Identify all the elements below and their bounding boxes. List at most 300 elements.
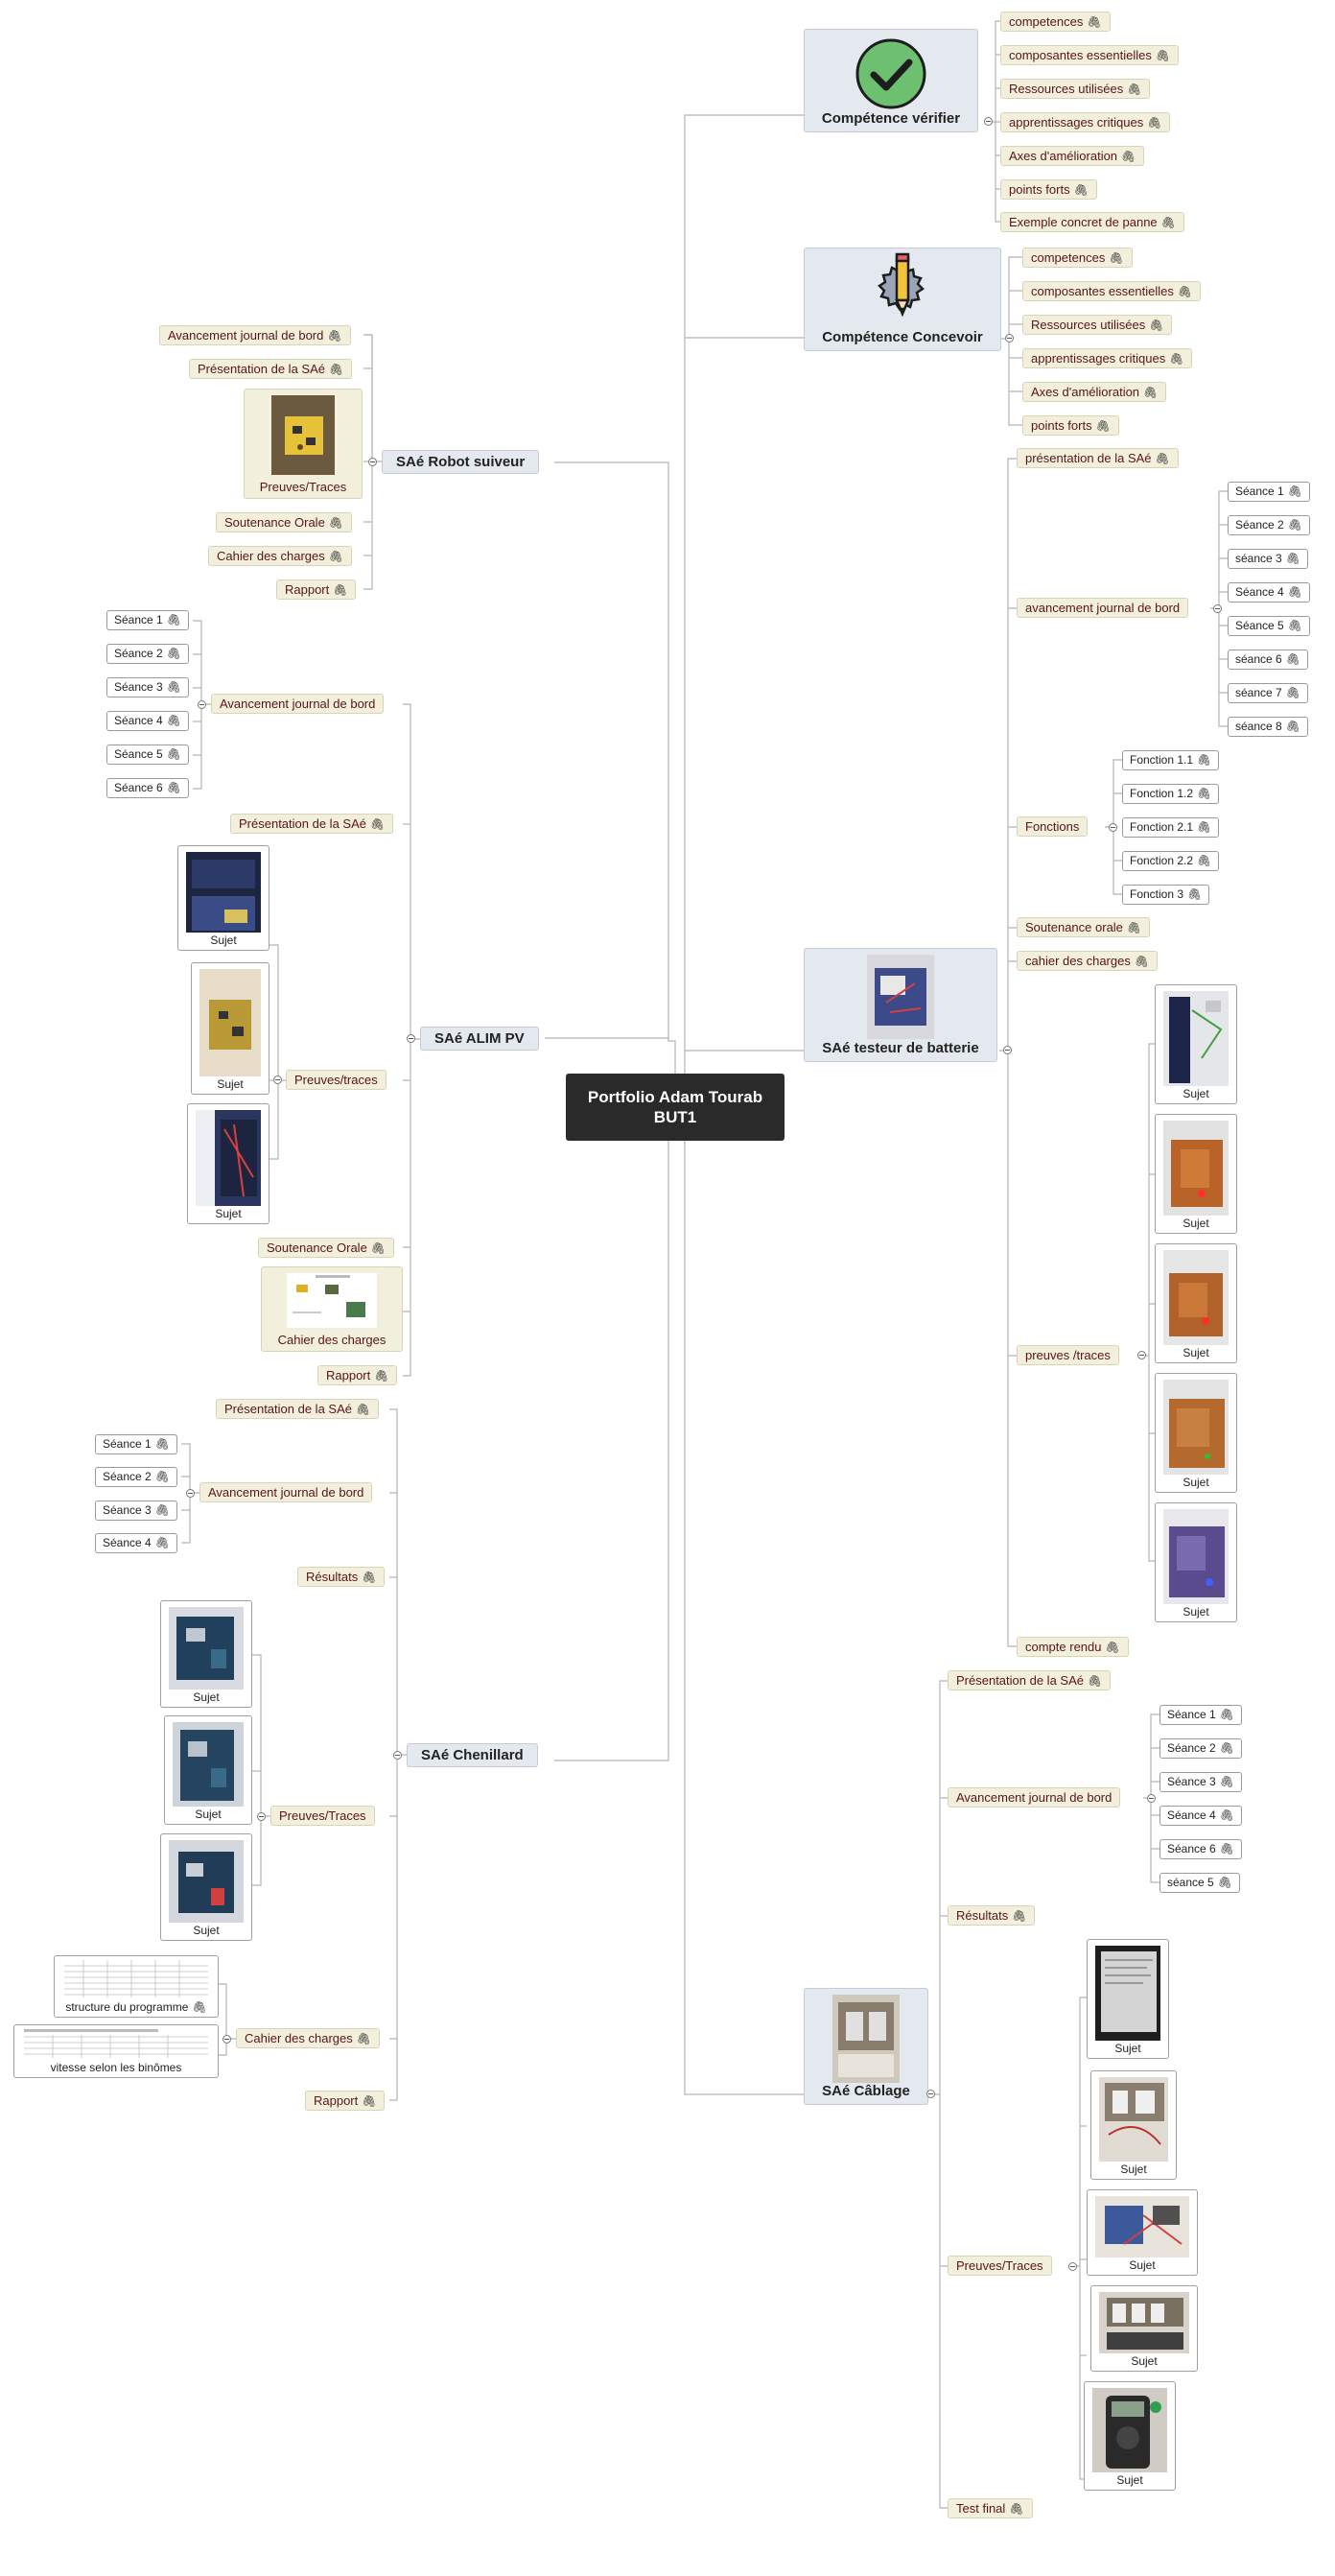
topic-label: Soutenance orale <box>1025 920 1123 934</box>
topic-soutenance[interactable] <box>258 1238 394 1258</box>
topic-label: points forts <box>1009 182 1070 197</box>
attachment-icon[interactable]: 🖇 <box>154 1437 170 1451</box>
check-circle-icon <box>855 37 927 110</box>
item-label-text: structure du programme <box>65 2000 189 2014</box>
structure-programme-item[interactable] <box>54 1955 219 2018</box>
collapse-toggle[interactable] <box>198 700 206 709</box>
topic-label: Rapport <box>285 582 330 597</box>
seance-label: séance 5 <box>1167 1876 1214 1889</box>
collapse-toggle[interactable] <box>407 1034 415 1043</box>
seance-item[interactable] <box>1228 582 1310 603</box>
topic-label: composantes essentielles <box>1031 284 1174 298</box>
sujet-label: Sujet <box>1116 2473 1143 2487</box>
topic-label: Avancement journal de bord <box>208 1485 364 1500</box>
attachment-icon[interactable]: 🖇 <box>166 781 181 794</box>
fonction-item[interactable] <box>1122 817 1219 838</box>
attachment-icon[interactable]: 🖇 <box>328 550 343 563</box>
sujet-item[interactable] <box>1084 2381 1176 2491</box>
topic-label: Rapport <box>314 2093 359 2108</box>
photo-thumbnail <box>169 1607 244 1690</box>
seance-item[interactable] <box>95 1434 177 1454</box>
attachment-icon[interactable]: 🖇 <box>1160 216 1176 229</box>
topic-axes-amelioration[interactable] <box>1022 382 1166 402</box>
attachment-icon[interactable]: 🖇 <box>355 1403 371 1416</box>
branch-competence-concevoir[interactable] <box>804 248 1001 351</box>
central-title: Portfolio Adam Tourab <box>587 1088 763 1106</box>
topic-label: Présentation de la SAé <box>198 362 325 376</box>
topic-fonctions[interactable] <box>1017 816 1088 837</box>
seance-item[interactable] <box>95 1467 177 1487</box>
wiring-photo <box>1095 2196 1189 2257</box>
seance-label: Séance 3 <box>114 680 163 694</box>
photo-thumbnail <box>186 852 261 933</box>
attachment-icon[interactable]: 🖇 <box>1087 15 1102 29</box>
attachment-icon[interactable]: 🖇 <box>1285 652 1300 666</box>
seance-label: Séance 2 <box>114 647 163 660</box>
seance-label: séance 8 <box>1235 720 1282 733</box>
photo-thumbnail <box>1095 1946 1160 2041</box>
seance-item[interactable] <box>1228 616 1310 636</box>
fonction-label: Fonction 1.2 <box>1130 787 1194 800</box>
topic-axes-amelioration[interactable] <box>1000 146 1144 166</box>
attachment-icon[interactable]: 🖇 <box>1287 484 1302 498</box>
seance-item[interactable] <box>1159 1772 1242 1792</box>
topic-resultats[interactable] <box>297 1567 385 1587</box>
collapse-toggle[interactable] <box>1213 604 1222 613</box>
tester-photo <box>1163 1121 1229 1216</box>
attachment-icon[interactable]: 🖇 <box>166 613 181 626</box>
sujet-label: Sujet <box>1183 1476 1209 1489</box>
attachment-icon[interactable]: 🖇 <box>1287 585 1302 599</box>
topic-label: Preuves/Traces <box>259 480 347 494</box>
pcb-photo <box>199 969 261 1076</box>
sujet-item[interactable] <box>160 1833 252 1941</box>
topic-avancement-journal[interactable] <box>948 1787 1120 1808</box>
topic-avancement-journal[interactable] <box>211 694 384 714</box>
topic-label: Ressources utilisées <box>1031 318 1146 332</box>
seance-label: Séance 1 <box>103 1437 152 1451</box>
topic-cahier-charges[interactable] <box>236 2028 380 2048</box>
photo-thumbnail <box>1095 2196 1189 2257</box>
topic-apprentissages[interactable] <box>1000 112 1170 132</box>
topic-label: Ressources utilisées <box>1009 82 1124 96</box>
sujet-label: Sujet <box>193 1690 220 1704</box>
topic-apprentissages[interactable] <box>1022 348 1192 368</box>
attachment-icon[interactable]: 🖇 <box>362 2094 377 2108</box>
attachment-icon[interactable]: 🖇 <box>1285 552 1300 565</box>
attachment-icon[interactable]: 🖇 <box>1197 854 1212 867</box>
tester-photo <box>1163 1250 1229 1345</box>
attachment-icon[interactable]: 🖇 <box>1009 2502 1024 2516</box>
sujet-label: Sujet <box>1131 2354 1158 2368</box>
photo-thumbnail <box>1163 1121 1229 1216</box>
attachment-icon[interactable]: 🖇 <box>1134 955 1150 968</box>
attachment-icon[interactable]: 🖇 <box>1105 1641 1120 1654</box>
board-photo <box>169 1840 244 1923</box>
attachment-icon[interactable]: 🖇 <box>1219 1741 1234 1755</box>
topic-preuves-traces[interactable] <box>270 1806 375 1826</box>
collapse-toggle[interactable] <box>257 1812 266 1821</box>
sujet-label: Sujet <box>1183 1217 1209 1230</box>
seance-item[interactable] <box>106 644 189 664</box>
collapse-toggle[interactable] <box>1005 334 1014 343</box>
seance-item[interactable] <box>95 1533 177 1553</box>
sujet-item[interactable] <box>1155 1373 1237 1493</box>
topic-label: Cahier des charges <box>277 1333 386 1347</box>
item-label: vitesse selon les binômes <box>50 2061 182 2074</box>
fonction-item[interactable] <box>1122 885 1209 905</box>
attachment-icon[interactable]: 🖇 <box>1287 619 1302 632</box>
topic-label: Avancement journal de bord <box>956 1790 1112 1805</box>
branch-sae-chenillard[interactable] <box>407 1743 538 1767</box>
collapse-toggle[interactable] <box>1109 823 1117 832</box>
topic-points-forts[interactable] <box>1022 415 1119 436</box>
topic-label: cahier des charges <box>1025 954 1131 968</box>
seance-item[interactable] <box>1228 549 1308 569</box>
attachment-icon[interactable]: 🖇 <box>1285 686 1300 699</box>
topic-preuves-traces[interactable] <box>244 389 363 499</box>
attachment-icon[interactable]: 🖇 <box>328 516 344 530</box>
board-photo <box>173 1722 244 1807</box>
circuit-board-photo <box>271 395 335 475</box>
topic-label: competences <box>1009 14 1084 29</box>
seance-label: Séance 6 <box>114 781 163 794</box>
branch-title: SAé Robot suiveur <box>396 454 526 470</box>
attachment-icon[interactable]: 🖇 <box>1087 1674 1103 1688</box>
seance-label: séance 3 <box>1235 552 1282 565</box>
fonction-item[interactable] <box>1122 851 1219 871</box>
sujet-item[interactable] <box>1090 2070 1177 2180</box>
topic-compte-rendu[interactable] <box>1017 1637 1129 1657</box>
seance-label: Séance 4 <box>1235 585 1284 599</box>
seance-item[interactable] <box>106 677 189 697</box>
sujet-item[interactable] <box>1155 1243 1237 1363</box>
attachment-icon[interactable]: 🖇 <box>356 2032 371 2045</box>
attachment-icon[interactable]: 🖇 <box>1073 183 1089 197</box>
topic-soutenance[interactable] <box>216 512 352 532</box>
seance-label: séance 7 <box>1235 686 1282 699</box>
topic-ressources[interactable] <box>1022 315 1172 335</box>
branch-title: SAé testeur de batterie <box>822 1040 979 1056</box>
topic-competences[interactable] <box>1000 12 1111 32</box>
collapse-toggle[interactable] <box>1137 1351 1146 1359</box>
seance-label: Séance 2 <box>1235 518 1284 532</box>
topic-label: Résultats <box>956 1908 1009 1923</box>
attachment-icon[interactable]: 🖇 <box>1187 887 1203 901</box>
branch-title: Compétence vérifier <box>821 110 961 127</box>
seance-item[interactable] <box>1159 1839 1242 1859</box>
branch-sae-cablage[interactable] <box>804 1988 928 2105</box>
cabinet-photo <box>1099 2292 1189 2353</box>
fonction-item[interactable] <box>1122 750 1219 770</box>
topic-preuves-traces[interactable] <box>1017 1345 1119 1365</box>
attachment-icon[interactable]: 🖇 <box>1147 116 1162 130</box>
topic-test-final[interactable] <box>948 2498 1033 2518</box>
attachment-icon[interactable]: 🖇 <box>1121 150 1136 163</box>
topic-label: Cahier des charges <box>217 549 325 563</box>
seance-label: Séance 1 <box>114 613 163 626</box>
sujet-item[interactable] <box>1087 1939 1169 2059</box>
table-thumbnail <box>24 2029 208 2058</box>
topic-rapport[interactable] <box>317 1365 397 1385</box>
topic-label: composantes essentielles <box>1009 48 1152 62</box>
attachment-icon[interactable]: 🖇 <box>192 2000 207 2014</box>
attachment-icon[interactable]: 🖇 <box>166 747 181 761</box>
fonction-label: Fonction 1.1 <box>1130 753 1194 767</box>
collapse-toggle[interactable] <box>926 2090 935 2098</box>
sujet-label: Sujet <box>193 1924 220 1937</box>
topic-avancement-journal[interactable] <box>1017 598 1188 618</box>
branch-sae-robot-suiveur[interactable] <box>382 450 539 474</box>
fonction-label: Fonction 2.2 <box>1130 854 1194 867</box>
topic-label: Résultats <box>306 1570 359 1584</box>
seance-item[interactable] <box>1228 482 1310 502</box>
attachment-icon[interactable]: 🖇 <box>1285 720 1300 733</box>
photo-thumbnail <box>1163 991 1229 1086</box>
photo-thumbnail <box>1099 2077 1168 2162</box>
seance-item[interactable] <box>95 1501 177 1521</box>
photo-thumbnail <box>1092 2388 1167 2472</box>
table-image <box>64 1960 208 1997</box>
attachment-icon[interactable]: 🖇 <box>154 1470 170 1483</box>
sujet-label: Sujet <box>1183 1087 1209 1100</box>
seance-label: Séance 5 <box>1235 619 1284 632</box>
topic-presentation[interactable] <box>230 814 393 834</box>
attachment-icon[interactable]: 🖇 <box>1219 1808 1234 1822</box>
topic-composantes[interactable] <box>1000 45 1179 65</box>
topic-label: Axes d'amélioration <box>1031 385 1140 399</box>
photo-thumbnail <box>173 1722 244 1807</box>
attachment-icon[interactable]: 🖇 <box>1127 83 1142 96</box>
table-image <box>24 2029 208 2058</box>
seance-item[interactable] <box>1228 515 1310 535</box>
seance-label: Séance 3 <box>1167 1775 1216 1788</box>
attachment-icon[interactable]: 🖇 <box>374 1369 389 1383</box>
topic-avancement-journal[interactable] <box>199 1482 372 1502</box>
photo-thumbnail <box>1163 1509 1229 1604</box>
seance-item[interactable] <box>1159 1705 1242 1725</box>
topic-preuves-traces[interactable] <box>286 1070 386 1090</box>
attachment-icon[interactable]: 🖇 <box>328 363 344 376</box>
board-photo <box>169 1607 244 1690</box>
collapse-toggle[interactable] <box>273 1075 282 1084</box>
topic-label: Fonctions <box>1025 819 1080 834</box>
seance-item[interactable] <box>1159 1806 1242 1826</box>
photo-thumbnail <box>1163 1250 1229 1345</box>
spec-sheet-image <box>287 1273 377 1328</box>
topic-label: Exemple concret de panne <box>1009 215 1158 229</box>
topic-label: apprentissages critiques <box>1009 115 1144 130</box>
topic-label: Avancement journal de bord <box>168 328 324 343</box>
topic-label: présentation de la SAé <box>1025 451 1152 465</box>
vitesse-binomes-item[interactable] <box>13 2024 219 2078</box>
wiring-photo <box>1099 2077 1168 2162</box>
topic-label: avancement journal de bord <box>1025 601 1181 615</box>
topic-presentation[interactable] <box>948 1670 1111 1690</box>
attachment-icon[interactable]: 🖇 <box>166 647 181 660</box>
topic-presentation[interactable] <box>189 359 352 379</box>
collapse-toggle[interactable] <box>1068 2262 1077 2271</box>
seance-label: Séance 1 <box>1167 1708 1216 1721</box>
sujet-item[interactable] <box>160 1600 252 1708</box>
topic-label: Avancement journal de bord <box>220 697 376 711</box>
topic-cahier-charges[interactable] <box>261 1266 403 1352</box>
topic-label: Preuves/Traces <box>279 1808 366 1823</box>
collapse-toggle[interactable] <box>393 1751 402 1760</box>
topic-ressources[interactable] <box>1000 79 1150 99</box>
topic-label: Test final <box>956 2501 1006 2516</box>
topic-avancement-journal[interactable] <box>159 325 351 345</box>
attachment-icon[interactable]: 🖇 <box>1155 452 1170 465</box>
seance-label: Séance 5 <box>114 747 163 761</box>
collapse-toggle[interactable] <box>1147 1794 1156 1803</box>
topic-presentation[interactable] <box>216 1399 379 1419</box>
tester-photo <box>1163 1509 1229 1604</box>
attachment-icon[interactable]: 🖇 <box>1287 518 1302 532</box>
attachment-icon[interactable]: 🖇 <box>1149 319 1164 332</box>
topic-preuves-traces[interactable] <box>948 2256 1052 2276</box>
topic-competences[interactable] <box>1022 248 1133 268</box>
attachment-icon[interactable]: 🖇 <box>1143 386 1159 399</box>
topic-points-forts[interactable] <box>1000 179 1097 200</box>
wiring-photo <box>196 1110 261 1206</box>
topic-label: Axes d'amélioration <box>1009 149 1118 163</box>
sujet-item[interactable] <box>1155 1502 1237 1622</box>
seance-item[interactable] <box>1228 683 1308 703</box>
seance-label: Séance 3 <box>103 1503 152 1517</box>
central-topic[interactable] <box>566 1074 785 1141</box>
topic-composantes[interactable] <box>1022 281 1201 301</box>
attachment-icon[interactable]: 🖇 <box>1219 1842 1234 1855</box>
topic-label: points forts <box>1031 418 1092 433</box>
attachment-icon[interactable]: 🖇 <box>1197 787 1212 800</box>
central-subtitle: BUT1 <box>653 1108 697 1126</box>
attachment-icon[interactable]: 🖇 <box>1109 251 1124 265</box>
sujet-label: Sujet <box>1114 2042 1141 2055</box>
attachment-icon[interactable]: 🖇 <box>1012 1909 1027 1923</box>
branch-sae-testeur-batterie[interactable] <box>804 948 997 1062</box>
seance-item[interactable] <box>1159 1738 1242 1759</box>
pencil-gear-icon <box>872 252 933 325</box>
topic-rapport[interactable] <box>276 579 356 600</box>
topic-label: Preuves/Traces <box>956 2258 1043 2273</box>
seance-item[interactable] <box>106 778 189 798</box>
seance-item[interactable] <box>1228 717 1308 737</box>
seance-label: Séance 4 <box>103 1536 152 1549</box>
document-photo <box>1095 1946 1160 2041</box>
sujet-item[interactable] <box>1155 1114 1237 1234</box>
attachment-icon[interactable]: 🖇 <box>362 1571 377 1584</box>
seance-item[interactable] <box>106 711 189 731</box>
attachment-icon[interactable]: 🖇 <box>1095 419 1111 433</box>
seance-item[interactable] <box>106 744 189 765</box>
seance-label: séance 6 <box>1235 652 1282 666</box>
sujet-item[interactable] <box>187 1103 269 1224</box>
topic-label: compte rendu <box>1025 1640 1102 1654</box>
branch-title: SAé Câblage <box>822 2083 910 2099</box>
topic-cahier-charges[interactable] <box>208 546 352 566</box>
collapse-toggle[interactable] <box>186 1489 195 1498</box>
photo-thumbnail <box>169 1840 244 1923</box>
sujet-label: Sujet <box>210 934 237 947</box>
photo-thumbnail <box>1163 1380 1229 1475</box>
collapse-toggle[interactable] <box>368 458 377 466</box>
attachment-icon[interactable]: 🖇 <box>333 583 348 597</box>
sujet-label: Sujet <box>1183 1605 1209 1619</box>
sujet-item[interactable] <box>191 962 269 1095</box>
sujet-item[interactable] <box>177 845 269 951</box>
attachment-icon[interactable]: 🖇 <box>154 1503 170 1517</box>
collapse-toggle[interactable] <box>1003 1046 1012 1054</box>
collapse-toggle[interactable] <box>984 117 993 126</box>
sujet-label: Sujet <box>217 1077 244 1091</box>
attachment-icon[interactable]: 🖇 <box>327 329 342 343</box>
attachment-icon[interactable]: 🖇 <box>1197 820 1212 834</box>
topic-label: Preuves/traces <box>294 1073 378 1087</box>
attachment-icon[interactable]: 🖇 <box>1219 1708 1234 1721</box>
attachment-icon[interactable]: 🖇 <box>1155 49 1171 62</box>
branch-title: SAé Chenillard <box>421 1747 524 1763</box>
seance-item[interactable] <box>1159 1873 1240 1893</box>
seance-label: Séance 6 <box>1167 1842 1216 1855</box>
tester-photo <box>1163 991 1229 1086</box>
sujet-item[interactable] <box>1090 2285 1198 2372</box>
attachment-icon[interactable]: 🖇 <box>1217 1876 1232 1889</box>
seance-item[interactable] <box>106 610 189 630</box>
topic-exemple-panne[interactable] <box>1000 212 1184 232</box>
table-thumbnail <box>64 1960 208 1997</box>
breadboard-photo <box>186 852 261 933</box>
fonction-label: Fonction 2.1 <box>1130 820 1194 834</box>
branch-sae-alim-pv[interactable] <box>420 1027 539 1051</box>
topic-label: Présentation de la SAé <box>224 1402 352 1416</box>
attachment-icon[interactable]: 🖇 <box>1177 285 1193 298</box>
sujet-item[interactable] <box>164 1715 252 1825</box>
topic-rapport[interactable] <box>305 2091 385 2111</box>
attachment-icon[interactable]: 🖇 <box>166 680 181 694</box>
sujet-label: Sujet <box>1183 1346 1209 1359</box>
sujet-item[interactable] <box>1155 984 1237 1104</box>
attachment-icon[interactable]: 🖇 <box>1219 1775 1234 1788</box>
branch-title: Compétence Concevoir <box>822 329 983 345</box>
attachment-icon[interactable]: 🖇 <box>1197 753 1212 767</box>
attachment-icon[interactable]: 🖇 <box>166 714 181 727</box>
branch-competence-verifier[interactable] <box>804 29 978 132</box>
fonction-item[interactable] <box>1122 784 1219 804</box>
attachment-icon[interactable]: 🖇 <box>154 1536 170 1549</box>
sujet-item[interactable] <box>1087 2189 1198 2276</box>
topic-resultats[interactable] <box>948 1905 1035 1926</box>
topic-label: competences <box>1031 250 1106 265</box>
topic-label: Présentation de la SAé <box>956 1673 1084 1688</box>
topic-label: Présentation de la SAé <box>239 816 366 831</box>
seance-item[interactable] <box>1228 650 1308 670</box>
fonction-label: Fonction 3 <box>1130 887 1184 901</box>
attachment-icon[interactable]: 🖇 <box>1169 352 1184 366</box>
document-thumbnail <box>287 1273 377 1328</box>
topic-soutenance[interactable] <box>1017 917 1150 937</box>
branch-title: SAé ALIM PV <box>434 1030 525 1047</box>
sujet-label: Sujet <box>215 1207 242 1220</box>
attachment-icon[interactable]: 🖇 <box>370 1241 386 1255</box>
collapse-toggle[interactable] <box>222 2035 231 2044</box>
photo-thumbnail <box>199 969 261 1076</box>
topic-cahier-charges[interactable] <box>1017 951 1158 971</box>
topic-label: Rapport <box>326 1368 371 1383</box>
topic-presentation[interactable] <box>1017 448 1179 468</box>
attachment-icon[interactable]: 🖇 <box>1126 921 1142 934</box>
attachment-icon[interactable]: 🖇 <box>369 817 386 831</box>
